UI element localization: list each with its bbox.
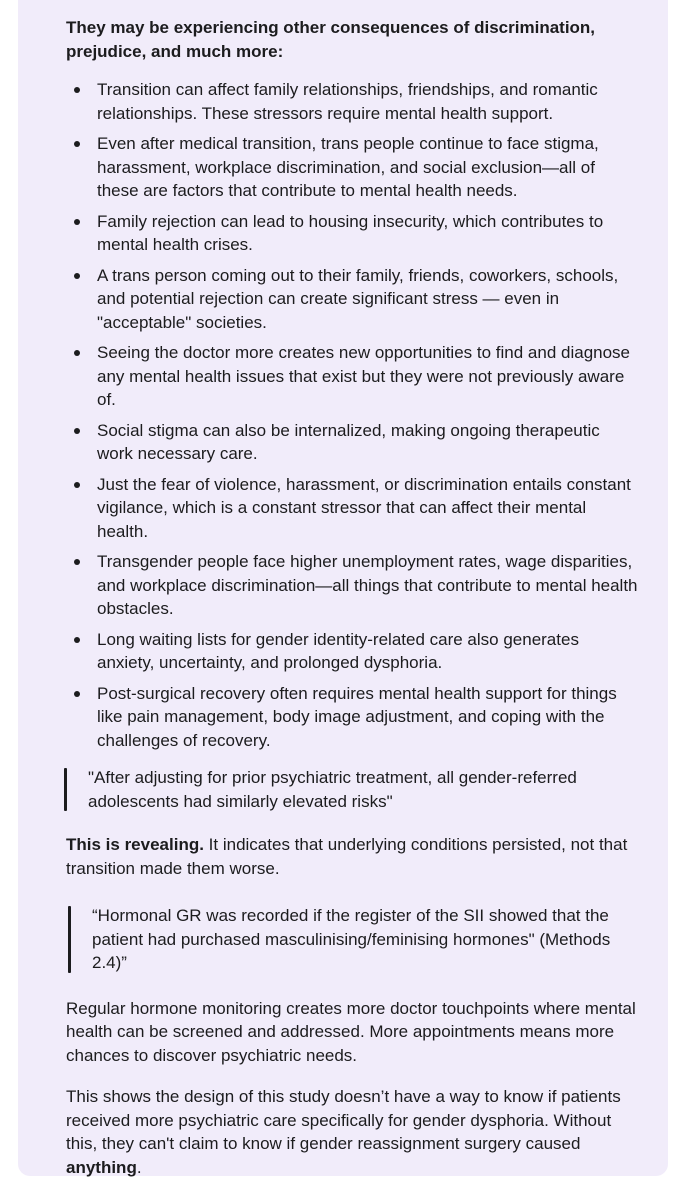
list-item bbox=[66, 682, 640, 753]
list-item-text: Family rejection can lead to housing insecurity, which contributes to mental health crises. bbox=[97, 211, 604, 254]
bullet-icon bbox=[74, 559, 80, 565]
list-item bbox=[66, 628, 640, 675]
quote-text: “Hormonal GR was recorded if the register of the SII showed that the patient had purchased masculinising/feminising hormones" (Methods 2.4)” bbox=[92, 906, 611, 972]
bullet-icon bbox=[74, 350, 80, 356]
bullet-icon bbox=[74, 637, 80, 643]
list-item-text: Transgender people face higher unemployment rates, wage disparities, and workplace discrimination—all things that contribute to mental health obstacles. bbox=[97, 552, 638, 618]
message-card bbox=[18, 0, 668, 1176]
paragraph-monitoring: Regular hormone monitoring creates more doctor touchpoints where mental health can be screened and addressed. More appointments means more chances to discover psychiatric needs. bbox=[66, 998, 636, 1065]
list-item-text: Social stigma can also be internalized, making ongoing therapeutic work necessary care. bbox=[97, 420, 600, 463]
list-item-text: Post-surgical recovery often requires mental health support for things like pain management, body image adjustment, and coping with the challenges of recovery. bbox=[97, 683, 617, 750]
quote-bar bbox=[68, 906, 71, 973]
quote-bar bbox=[64, 768, 67, 811]
bullet-icon bbox=[74, 273, 80, 279]
list-item-text: Transition can affect family relationships, friendships, and romantic relationships. These stressors require mental health support. bbox=[97, 80, 598, 123]
list-item bbox=[66, 419, 640, 466]
list-item-text: A trans person coming out to their family, friends, coworkers, schools, and potential rejection can create significant stress — even in "acceptable" societies. bbox=[97, 265, 619, 332]
list-item bbox=[66, 78, 640, 125]
list-item bbox=[66, 550, 640, 621]
bullet-icon bbox=[74, 428, 80, 434]
paragraph-end: . bbox=[136, 1157, 142, 1177]
list-item-text: Seeing the doctor more creates new opportunities to find and diagnose any mental health issues that exist but they were not previously aware of. bbox=[97, 343, 631, 409]
paragraph-text: This shows the design of this study doesn’t have a way to know if patients received more psychiatric care specifically for gender dysphoria. Without this, they can't claim to know if gender reassignment surgery caused bbox=[66, 1087, 621, 1153]
list-item-text: Even after medical transition, trans people continue to face stigma, harassment, workplace discrimination, and social exclusion—all of these are factors that contribute to mental health needs. bbox=[97, 134, 599, 200]
intro-heading: They may be experiencing other consequences of discrimination, prejudice, and much more: bbox=[66, 18, 596, 61]
list-item bbox=[66, 210, 640, 257]
blockquote-2 bbox=[68, 904, 640, 975]
paragraph-bold-lead: This is revealing. bbox=[66, 835, 204, 854]
paragraph-text: It indicates that underlying conditions persisted, not that transition made them worse. bbox=[66, 835, 628, 878]
consequences-list bbox=[66, 78, 640, 752]
bullet-icon bbox=[74, 141, 80, 147]
paragraph-conclusion bbox=[66, 1085, 640, 1179]
bullet-icon bbox=[74, 87, 80, 93]
bullet-icon bbox=[74, 482, 80, 488]
paragraph-revealing bbox=[66, 833, 640, 880]
paragraph-bold-word: anything bbox=[66, 1157, 137, 1177]
list-item bbox=[66, 341, 640, 412]
blockquote-1 bbox=[64, 766, 640, 813]
list-item bbox=[66, 264, 640, 335]
list-item-text: Long waiting lists for gender identity-related care also generates anxiety, uncertainty, and prolonged dysphoria. bbox=[97, 629, 579, 672]
list-item bbox=[66, 473, 640, 544]
bullet-icon bbox=[74, 691, 80, 697]
quote-text: "After adjusting for prior psychiatric treatment, all gender-referred adolescents had similarly elevated risks" bbox=[88, 768, 577, 811]
bullet-icon bbox=[74, 219, 80, 225]
list-item-text: Just the fear of violence, harassment, or discrimination entails constant vigilance, which is a constant stressor that can affect their mental health. bbox=[97, 474, 631, 541]
list-item bbox=[66, 132, 640, 203]
